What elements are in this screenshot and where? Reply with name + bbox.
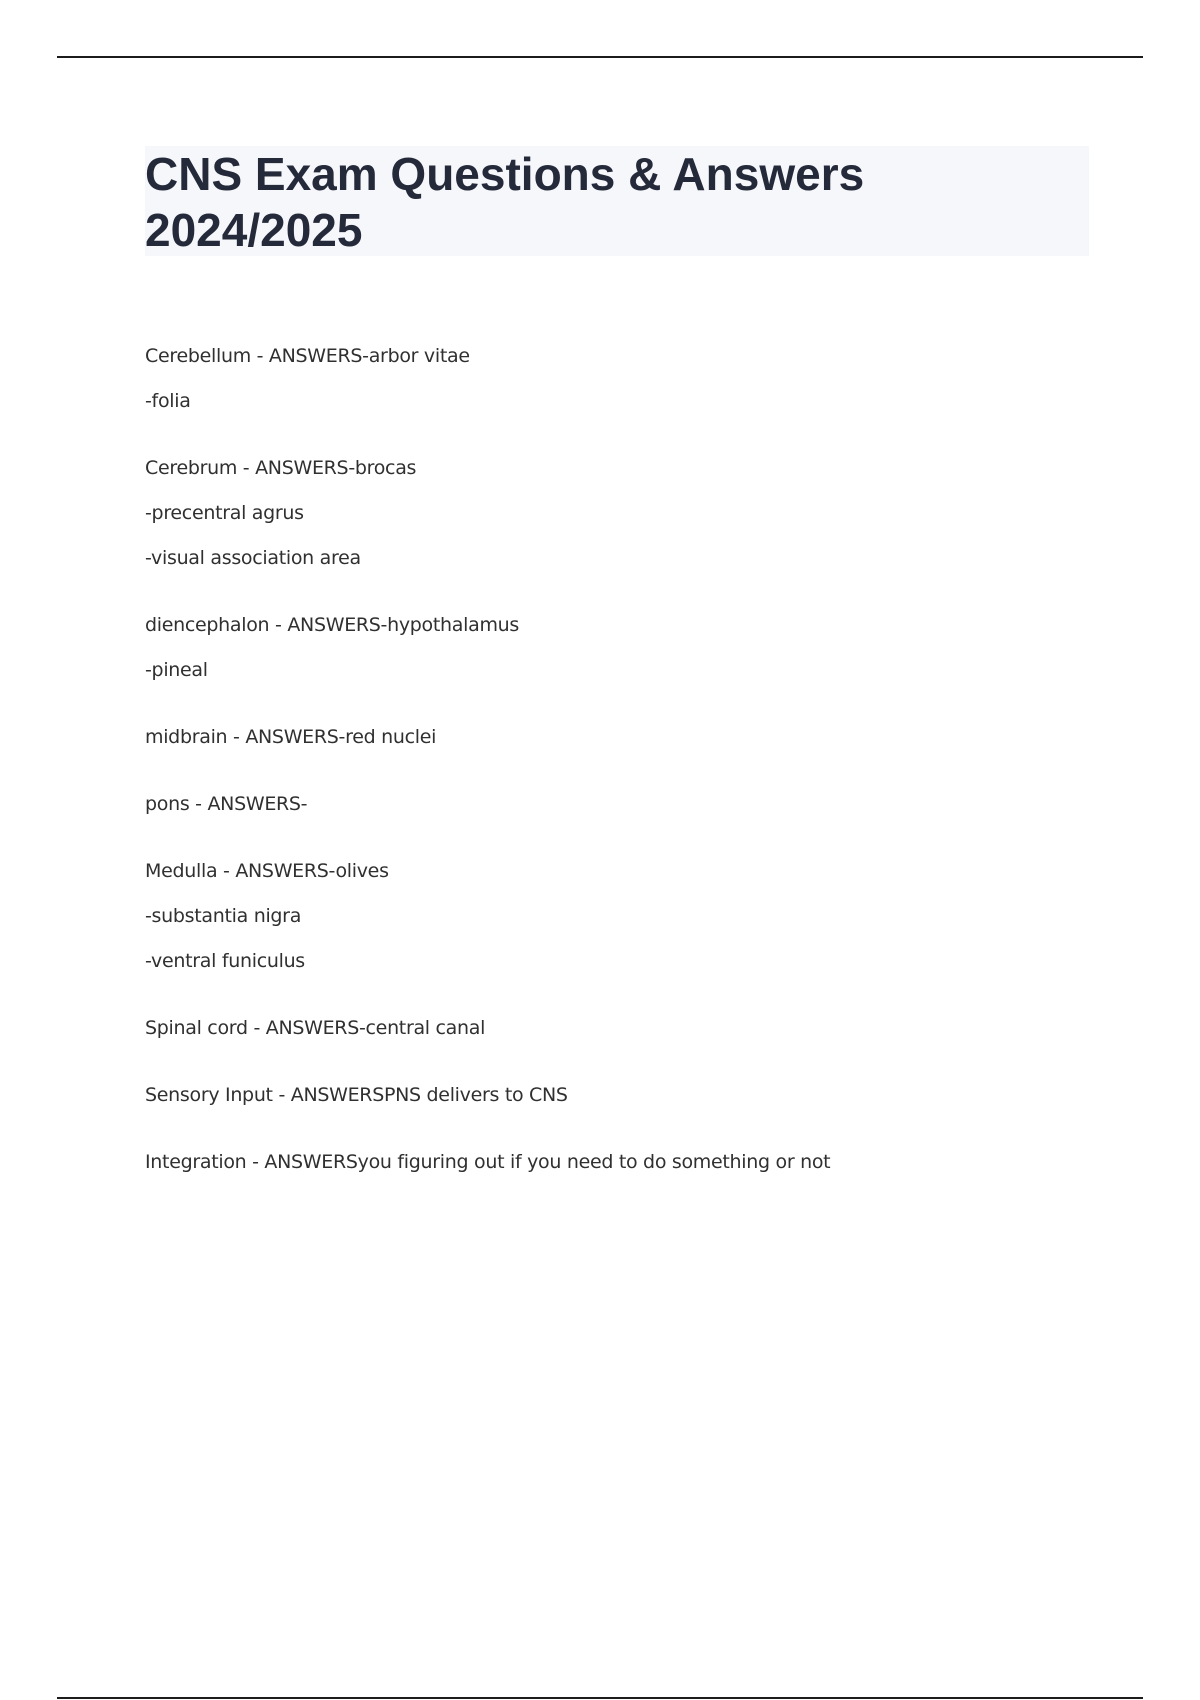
qa-line: Sensory Input - ANSWERSPNS delivers to CNS (145, 1084, 568, 1106)
qa-line: -pineal (145, 659, 208, 681)
top-rule (57, 56, 1143, 58)
qa-line: Integration - ANSWERSyou figuring out if you need to do something or not (145, 1151, 831, 1173)
qa-list (145, 345, 1045, 1218)
qa-line: -precentral agrus (145, 502, 304, 524)
qa-entry (145, 860, 1045, 972)
qa-entry (145, 614, 1045, 681)
qa-line: -folia (145, 390, 191, 412)
qa-line: diencephalon - ANSWERS-hypothalamus (145, 614, 519, 636)
qa-entry (145, 457, 1045, 569)
qa-line: Cerebellum - ANSWERS-arbor vitae (145, 345, 470, 367)
qa-line: -substantia nigra (145, 905, 302, 927)
qa-entry (145, 1084, 1045, 1106)
bottom-rule (57, 1697, 1143, 1699)
qa-line: midbrain - ANSWERS-red nuclei (145, 726, 437, 748)
qa-entry (145, 345, 1045, 412)
qa-entry (145, 1151, 1045, 1173)
qa-entry (145, 1017, 1045, 1039)
qa-entry (145, 793, 1045, 815)
title-banner (145, 146, 1089, 256)
qa-line: pons - ANSWERS- (145, 793, 308, 815)
page-title: CNS Exam Questions & Answers 2024/2025 (145, 148, 865, 256)
qa-line: Cerebrum - ANSWERS-brocas (145, 457, 417, 479)
qa-line: -visual association area (145, 547, 361, 569)
qa-line: Spinal cord - ANSWERS-central canal (145, 1017, 486, 1039)
qa-line: Medulla - ANSWERS-olives (145, 860, 389, 882)
qa-entry (145, 726, 1045, 748)
qa-line: -ventral funiculus (145, 950, 305, 972)
